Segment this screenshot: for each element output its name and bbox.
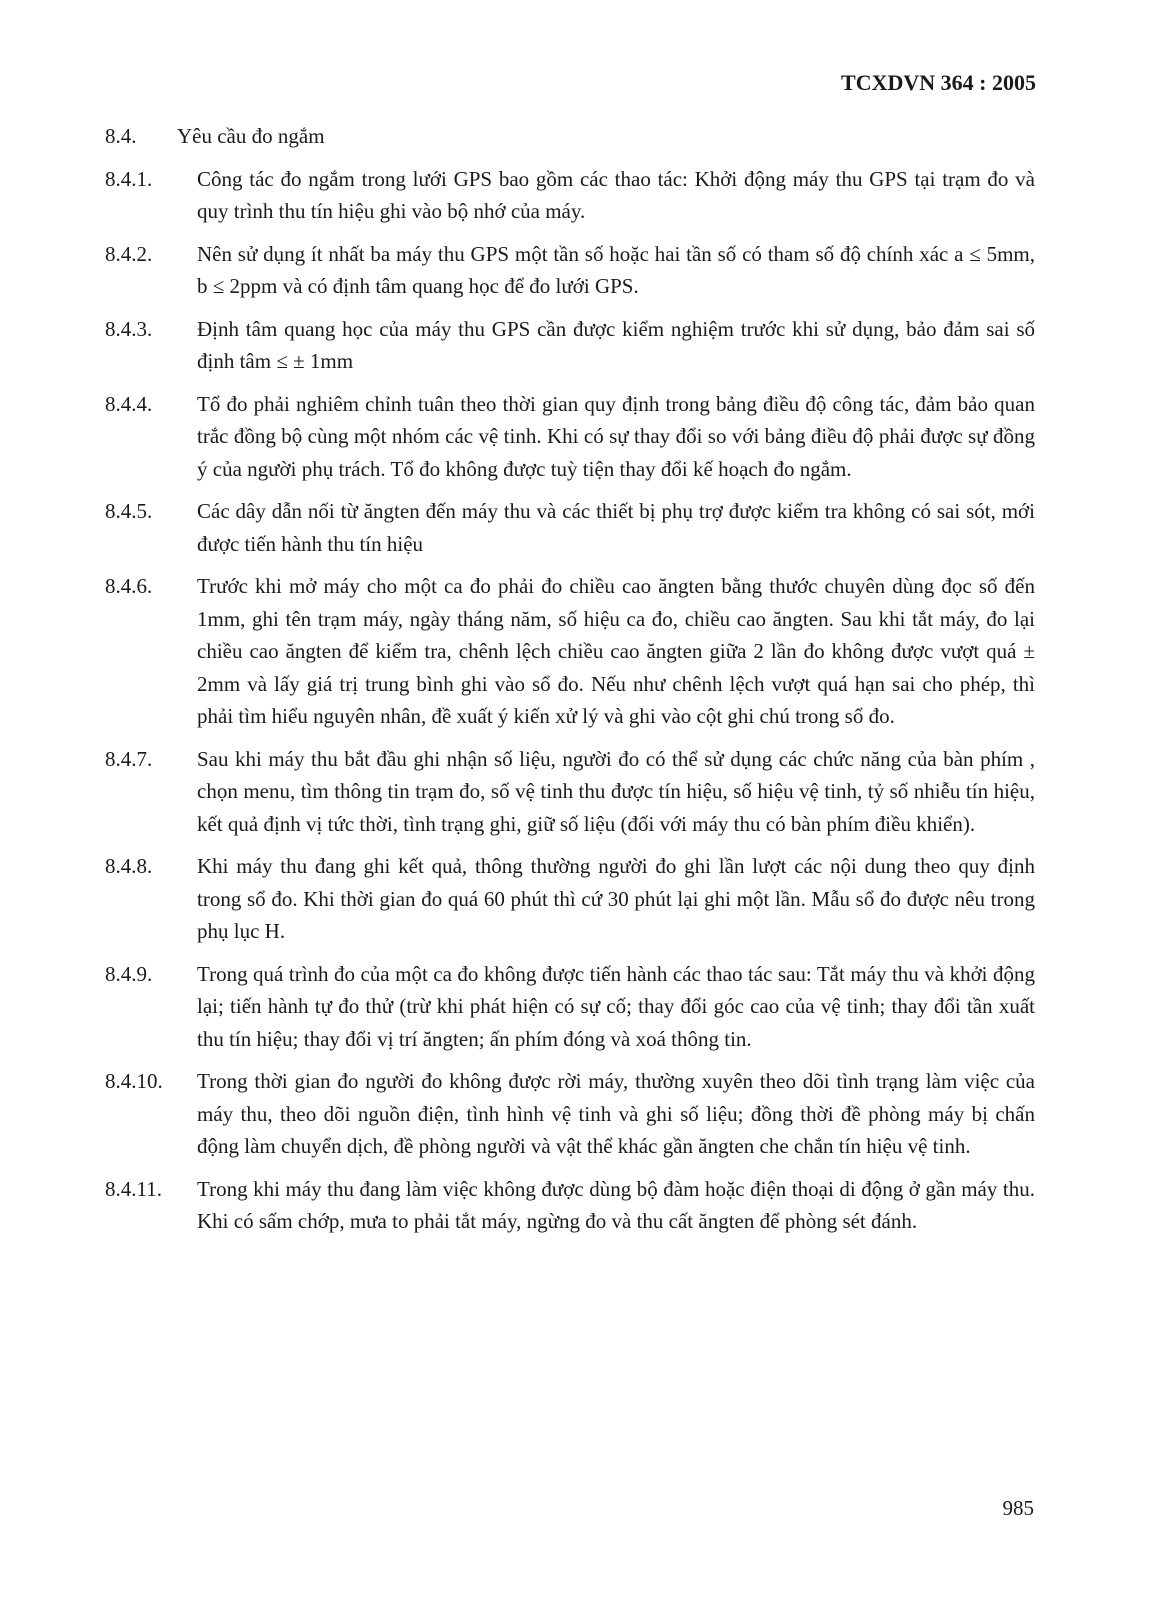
clause-number: 8.4.4. [105, 391, 153, 416]
clause-item [105, 495, 1035, 560]
clause-item [105, 1173, 1035, 1238]
clause-text: Trong thời gian đo người đo không được rời máy, thường xuyên theo dõi tình trạng làm việc của máy thu, theo dõi nguồn điện, tình hình vệ tinh và ghi số liệu; đồng thời đề phòng máy bị chấn động làm chuyển dịch, đề phòng người và vật thể khác gần ăngten che chắn tín hiệu vệ tinh. [197, 1069, 1035, 1158]
clause-item [105, 313, 1035, 378]
clause-item [105, 388, 1035, 486]
clause-text: Nên sử dụng ít nhất ba máy thu GPS một tần số hoặc hai tần số có tham số độ chính xác a ≤ 5mm, b ≤ 2ppm và có định tâm quang học để đo lưới GPS. [197, 241, 1035, 298]
clause-item [105, 850, 1035, 948]
clause-number: 8.4.9. [105, 961, 153, 986]
clause-number: 8.4.7. [105, 746, 153, 771]
clause-number: 8.4.8. [105, 854, 153, 878]
clause-text: Trước khi mở máy cho một ca đo phải đo chiều cao ăngten bằng thước chuyên dùng đọc số đến 1mm, ghi tên trạm máy, ngày tháng năm, số hiệu ca đo, chiều cao ăngten. Sau khi tắt máy, đo lại chiều cao ăngten để kiểm tra, chênh lệch chiều cao ăngten giữa 2 lần đo không được vượt quá ± 2mm và lấy giá trị trung bình ghi vào sổ đo. Nếu như chênh lệch vượt quá hạn sai cho phép, thì phải tìm hiểu nguyên nhân, đề xuất ý kiến xử lý và ghi vào cột ghi chú trong sổ đo. [197, 574, 1035, 728]
clause-item [105, 743, 1035, 841]
document-standard-header: TCXDVN 364 : 2005 [841, 70, 1036, 95]
clause-text: Công tác đo ngắm trong lưới GPS bao gồm các thao tác: Khởi động máy thu GPS tại trạm đo và quy trình thu tín hiệu ghi vào bộ nhớ của máy. [197, 166, 1035, 223]
document-body [105, 120, 1035, 1248]
clause-number: 8.4.1. [105, 166, 153, 191]
clause-text: Tổ đo phải nghiêm chỉnh tuân theo thời gian quy định trong bảng điều độ công tác, đảm bảo quan trắc đồng bộ cùng một nhóm các vệ tinh. Khi có sự thay đổi so với bảng điều độ phải được sự đồng ý của người phụ trách. Tổ đo không được tuỳ tiện thay đổi kế hoạch đo ngắm. [197, 391, 1035, 481]
clause-number: 8.4.10. [105, 1069, 163, 1093]
clause-number: 8.4.11. [105, 1176, 162, 1201]
section-title: Yêu cầu đo ngắm [177, 124, 325, 148]
clause-number: 8.4.6. [105, 574, 153, 598]
clause-item [105, 1065, 1035, 1163]
clause-item [105, 570, 1035, 733]
clause-text: Trong quá trình đo của một ca đo không được tiến hành các thao tác sau: Tắt máy thu và khởi động lại; tiến hành tự đo thử (trừ khi phát hiện có sự cố; thay đổi góc cao của vệ tinh; thay đổi tần xuất thu tín hiệu; thay đổi vị trí ăngten; ấn phím đóng và xoá thông tin. [197, 961, 1035, 1051]
clause-number: 8.4.2. [105, 241, 153, 266]
page-number: 985 [1002, 1496, 1034, 1520]
clause-item [105, 163, 1035, 228]
section-number: 8.4. [105, 124, 137, 148]
clause-item [105, 958, 1035, 1056]
clause-text: Định tâm quang học của máy thu GPS cần được kiểm nghiệm trước khi sử dụng, bảo đảm sai số định tâm ≤ ± 1mm [197, 316, 1035, 373]
section-heading [105, 120, 1035, 153]
clause-text: Trong khi máy thu đang làm việc không được dùng bộ đàm hoặc điện thoại di động ở gần máy thu. Khi có sấm chớp, mưa to phải tắt máy, ngừng đo và thu cất ăngten để phòng sét đánh. [197, 1176, 1035, 1233]
clause-text: Khi máy thu đang ghi kết quả, thông thường người đo ghi lần lượt các nội dung theo quy định trong sổ đo. Khi thời gian đo quá 60 phút thì cứ 30 phút lại ghi một lần. Mẫu sổ đo được nêu trong phụ lục H. [197, 854, 1035, 943]
clause-number: 8.4.5. [105, 499, 153, 523]
clause-text: Các dây dẫn nối từ ăngten đến máy thu và các thiết bị phụ trợ được kiểm tra không có sai sót, mới được tiến hành thu tín hiệu [197, 499, 1035, 556]
clause-number: 8.4.3. [105, 316, 153, 341]
clause-item [105, 238, 1035, 303]
clause-text: Sau khi máy thu bắt đầu ghi nhận số liệu, người đo có thể sử dụng các chức năng của bàn phím , chọn menu, tìm thông tin trạm đo, số vệ tinh thu được tín hiệu, số hiệu vệ tinh, tỷ số nhiễu tín hiệu, kết quả định vị tức thời, tình trạng ghi, giữ số liệu (đối với máy thu có bàn phím điều khiển). [197, 746, 1035, 836]
